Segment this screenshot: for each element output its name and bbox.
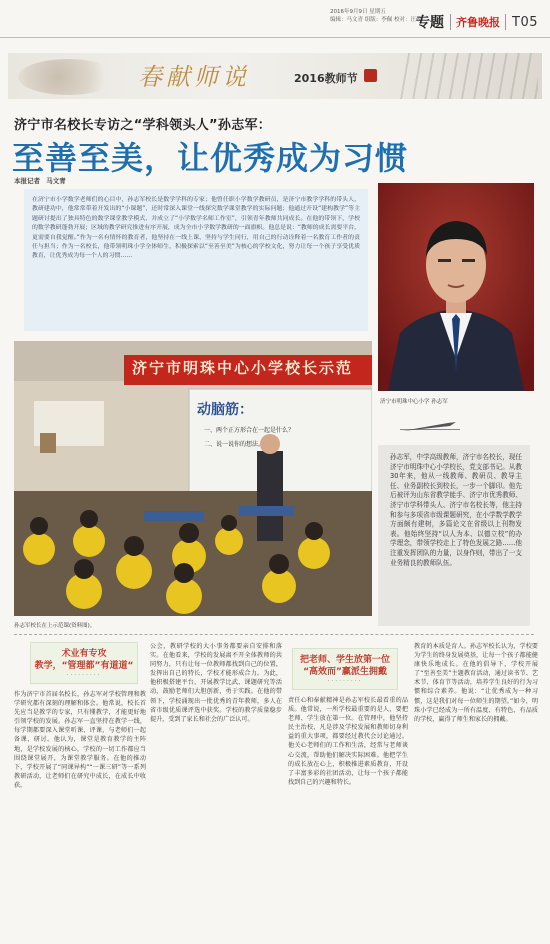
portrait-caption: 济宁市明珠中心小学 孙志军 [380,399,448,405]
board-title: 动脑筋： [197,402,253,418]
bio-text: 孙志军，中学高级教师，济宁市名校长，现任济宁市明珠中心小学校长，党支部书记。从教30年来，他从一线教师、教研员、教导主任、业务副校长到校长，一步一个脚印。他先后被评为山东省教学能手、济宁市优秀教师、济宁市学科带头人、济宁市名校长等，他主持和参与多项省市级课题研究，在小学数学教学方面颇有建树，多篇论文在省级以上刊物发表。他始终坚持“以人为本、以德立校”的办学理念，带领学校走上了特色发展之路……他注重发挥团队的力量，以身作则，带出了一支业务精良的教师队伍。 [390,453,522,567]
byline [14,176,66,185]
classroom-illustration [14,341,372,616]
seal-icon [364,69,377,82]
board-line-1: 一、两个正方形合在一起是什么？ [204,427,295,434]
section-head-2 [292,648,398,690]
pen-icon [400,418,460,430]
photo-sign-text: 济宁市明珠中心小学校长示范 [132,359,354,377]
intro-box: 在济宁市小学数学老师们的心目中，孙志军校长是数学学科的专家；他曾任职小学数学教研员，是济宁市教学学科的带头人，教研建功中，他常常带着开发出的“小课题”，还时常深入课堂一线探究数学课堂教学的实际问题；他通过开设“建构教学”等主题研讨提出了独具特色的数学课堂教学模式，并成立了“小学数学名师工作室”，引领青年教师共同成长。在他的带领下，学校的数学教研蓬勃开展；区域的教学研究推进有序开展，成为全市小学数学教研的一面旗帜。他总是说：“教师的成长需要平台，更需要自我觉醒。”作为一名有情怀的教育者，他坚持在一线上课，坚持与学生同行，用自己的行动诠释着一名教育工作者的责任与担当；作为一名校长，他带领明珠小学全体师生，积极探索以“至善至美”为核心的学校文化，努力让每一个孩子享受优质教育，让优秀成为每一个人的习惯…… [24,189,368,331]
article-headline: 至善至美，让优秀成为习惯 [12,139,409,177]
section-head-2-line1: 把老师、学生放第一位 [299,654,390,665]
banner [8,53,542,99]
classroom-photo [14,341,372,616]
editor-line: 编辑：马文青 组版：李佩 校对：汪政 [330,17,422,23]
portrait-photo [378,183,534,391]
date-line: 2016年9月9日 星期五 [330,9,386,15]
section-head-2-dots: ········· [327,677,363,685]
newspaper-logo: 齐鲁晚报 [450,14,506,30]
page-number: T05 [512,14,538,30]
section-header [416,11,538,33]
section-head-1 [30,642,138,684]
column-2: 公会，教研学校的大小事务都要亲自安排和落实。在他看来，学校的发展离不开全体教师的共同努力，只有让每一位教师都找到自己的位置，发挥出自己的特长，学校才能形成合力。为此，他积极搭建平台，开展教学比武、课题研究等活动，鼓励老师们大胆创新，勇于实践。在他的带领下，学校涌现出一批优秀的青年教师，多人在省市级优质课评选中获奖。学校的教学质量稳步提升，受到了家长和社会的广泛认可。 [150,643,282,723]
flower-decoration [18,59,118,95]
portrait-illustration [378,183,534,391]
section-divider [14,634,534,635]
article-subtitle: 济宁市名校长专访之“学科领头人”孙志军： [14,118,272,133]
header-divider [0,37,550,38]
byline-name: 马文青 [46,177,66,185]
banner-calligraphy: 春献师说 [138,63,250,91]
column-3: 责任心和奉献精神是孙志军校长最看重的品质。他常说，一所学校最重要的是人，要把老师、学生放在第一位。在管理中，他坚持民主治校，凡是涉及学校发展和教师切身利益的重大事项，都要经过教代会讨论通过。他关心老师们的工作和生活，经常与老师谈心交流，帮助他们解决实际困难。他把学生的成长放在心上，积极推进素质教育，开设了丰富多彩的社团活动，让每一个孩子都能找到自己的兴趣和特长。 [288,697,408,786]
section-head-1-line2: 教学，“管理都”有道道“ [34,660,134,671]
banner-year: 2016教师节 [294,72,358,85]
photo-caption: 孙志军校长在上示范课(资料图)。 [14,623,96,629]
section-head-2-line2: “高效而”赢派生拥戴 [303,666,387,677]
section-label: 专题 [416,15,444,31]
column-1: 作为济宁市首届名校长，孙志军对学校管理和教学研究都有深刻的理解和体会。他常说，校长首先应当是教学的专家，只有懂教学，才能更好地引领学校的发展。孙志军一直坚持在教学一线，每学期都要深入课堂听课、评课，与老师们一起备课、研讨。他认为，课堂是教育教学的主阵地，是学校发展的核心，学校的一切工作都应当围绕课堂展开，为课堂教学服务。在他的推动下，学校开展了“同课异构”“一课三研”等一系列教研活动，让老师们在研究中成长，在成长中收获。 [14,691,146,789]
bio-box [378,445,530,626]
masthead-meta [330,8,422,24]
byline-label: 本报记者 [14,177,40,185]
section-head-1-line1: 术业有专攻 [61,648,107,659]
column-4: 教育的本质是育人。孙志军校长认为，学校要为学生的终身发展奠基，让每一个孩子都能健康快乐地成长。在他的倡导下，学校开展了“至善至美”主题教育活动，通过读书节、艺术节、体育节等活动，培养学生良好的行为习惯和综合素养。他说：“让优秀成为一种习惯，这是我们对每一位师生的期望。”如今，明珠小学已经成为一所有温度、有特色、有品质的学校，赢得了师生和家长的拥戴。 [414,643,538,723]
section-head-1-dots: ········· [66,671,102,679]
bamboo-decoration [398,53,538,99]
board-line-2: 二、说一说你的想法。 [204,441,265,448]
